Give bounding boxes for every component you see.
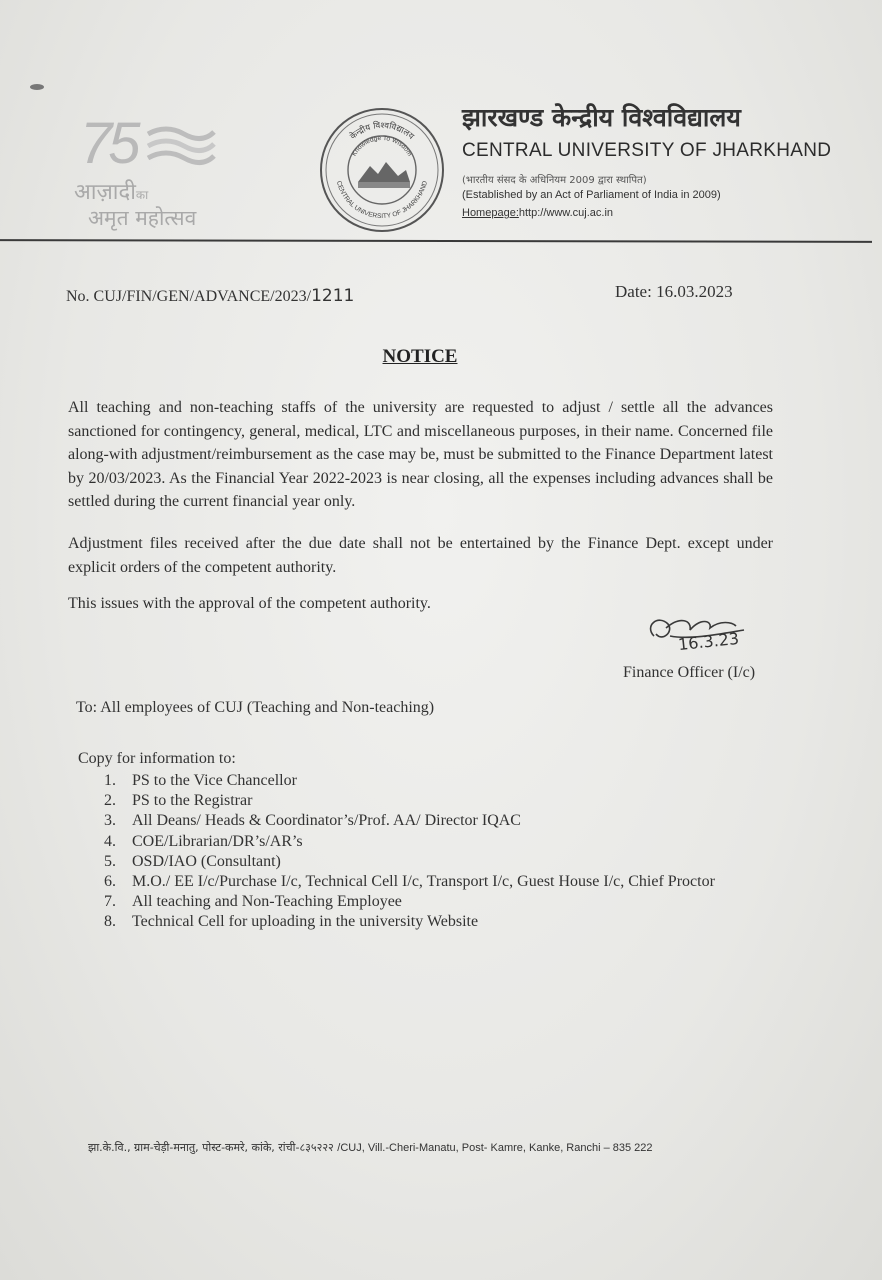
list-item: 6. M.O./ EE I/c/Purchase I/c, Technical Cell I/c, Transport I/c, Guest House I/c, Chief Proctor	[104, 873, 715, 891]
recipients-line: To: All employees of CUJ (Teaching and Non-teaching)	[76, 699, 435, 716]
list-item: 8. Technical Cell for uploading in the university Website	[104, 913, 479, 931]
paper-speck	[30, 84, 44, 90]
azadi-ka-amrit-mahotsav-logo	[66, 110, 256, 230]
header-divider	[0, 239, 872, 243]
established-note-english: (Established by an Act of Parliament of India in 2009)	[462, 189, 721, 201]
university-seal-logo	[318, 106, 446, 234]
reference-number: No. CUJ/FIN/GEN/ADVANCE/2023/1211	[66, 286, 355, 306]
svg-text:CENTRAL UNIVERSITY OF JHARKHAN: CENTRAL UNIVERSITY OF JHARKHAND	[334, 180, 430, 221]
footer-address	[88, 1140, 653, 1155]
list-item: 1. PS to the Vice Chancellor	[104, 772, 297, 789]
signature-date: 16.3.23	[677, 628, 740, 655]
notice-title: NOTICE	[382, 346, 458, 367]
homepage-label: Homepage:	[462, 207, 519, 219]
footer-address-hindi: झा.के.वि., ग्राम-चेड़ी-मनातु, पोस्ट-कमरे, कांके, रांची-८३५२२२	[88, 1141, 334, 1154]
list-item: 7. All teaching and Non-Teaching Employee	[104, 893, 402, 911]
signatory-designation: Finance Officer (I/c)	[623, 664, 756, 681]
copy-list	[104, 771, 744, 933]
amrit-mahotsav-text: अमृत महोत्सव	[88, 206, 197, 230]
handwritten-number: 1211	[311, 286, 355, 306]
svg-text:केन्द्रीय विश्वविद्यालय: केन्द्रीय विश्वविद्यालय	[348, 120, 416, 142]
emblem-75: 75	[80, 111, 137, 176]
homepage-line	[462, 207, 613, 219]
university-name-english: CENTRAL UNIVERSITY OF JHARKHAND	[462, 140, 832, 161]
list-item: 4. COE/Librarian/DR’s/AR’s	[104, 832, 303, 850]
list-item: 2. PS to the Registrar	[104, 792, 253, 810]
list-item: 5. OSD/IAO (Consultant)	[104, 852, 281, 870]
established-note-hindi: (भारतीय संसद के अधिनियम 2009 द्वारा स्थापित)	[462, 175, 647, 186]
footer-address-english: /CUJ, Vill.-Cheri-Manatu, Post- Kamre, Kanke, Ranchi – 835 222	[337, 1142, 653, 1154]
notice-paragraph-2: Adjustment files received after the due date shall not be entertained by the Finance Dept. except under explicit orders of the competent authority.	[68, 535, 773, 576]
svg-text:Knowledge To Wisdom: Knowledge To Wisdom	[350, 134, 414, 158]
list-item: 3. All Deans/ Heads & Coordinator’s/Prof. AA/ Director IQAC	[104, 812, 521, 830]
azadi-text: आज़ादीका	[74, 180, 149, 205]
flag-wave-icon	[146, 124, 216, 168]
notice-date: Date: 16.03.2023	[615, 282, 733, 301]
copy-heading: Copy for information to:	[78, 750, 236, 767]
university-name-hindi: झारखण्ड केन्द्रीय विश्वविद्यालय	[462, 103, 741, 132]
notice-paragraph-3: This issues with the approval of the competent authority.	[68, 595, 431, 612]
homepage-link[interactable]: http://www.cuj.ac.in	[518, 207, 614, 219]
notice-paragraph-1: All teaching and non-teaching staffs of the university are requested to adjust / settle all the advances sanctioned for contingency, general, medical, LTC and miscellaneous purposes, in their name. Concerned file along-with adjustment/reimbursement as the case may be, must be submitted to the Finance Department latest by 20/03/2023. As the Financial Year 2022-2023 is near closing, all the expenses including advances shall be settled during the current financial year only.	[68, 399, 773, 510]
